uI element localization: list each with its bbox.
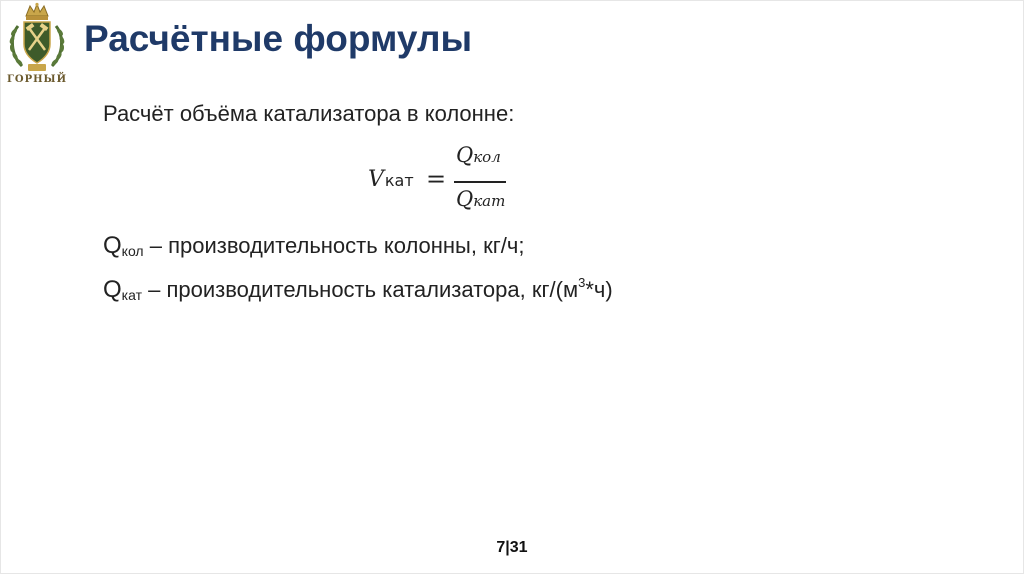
definition-text: – производительность катализатора, кг/(м	[142, 277, 579, 302]
formula-denominator-subscript: кат	[473, 192, 506, 210]
definition-subscript: кат	[121, 287, 142, 303]
definition-catalyst-capacity	[103, 276, 613, 304]
formula-lhs	[368, 167, 414, 192]
slide-subtitle: Расчёт объёма катализатора в колонне:	[103, 101, 515, 126]
catalyst-volume-formula	[368, 143, 538, 223]
formula-denominator	[456, 187, 505, 211]
formula-numerator-symbol: Q	[456, 143, 474, 167]
formula-numerator	[456, 143, 501, 167]
formula-numerator-subscript: кол	[473, 148, 501, 166]
fraction-bar	[454, 181, 506, 183]
definition-symbol: Q	[103, 276, 122, 303]
slide-title: Расчётные формулы	[84, 18, 473, 59]
definition-superscript: 3	[578, 275, 586, 290]
university-logo	[4, 2, 70, 90]
formula-denominator-symbol: Q	[456, 187, 474, 211]
formula-lhs-subscript: кат	[384, 171, 414, 190]
page-number: 7|31	[496, 539, 528, 556]
mining-university-emblem-icon	[4, 2, 70, 76]
definition-column-capacity	[103, 232, 524, 260]
formula-equals: =	[426, 165, 447, 193]
definition-symbol: Q	[103, 232, 122, 259]
formula-lhs-symbol: V	[368, 167, 384, 192]
definition-text-end: *ч)	[585, 277, 613, 302]
definition-subscript: кол	[121, 243, 144, 259]
definition-text: – производительность колонны, кг/ч;	[143, 233, 525, 258]
logo-caption: ГОРНЫЙ	[6, 74, 68, 85]
